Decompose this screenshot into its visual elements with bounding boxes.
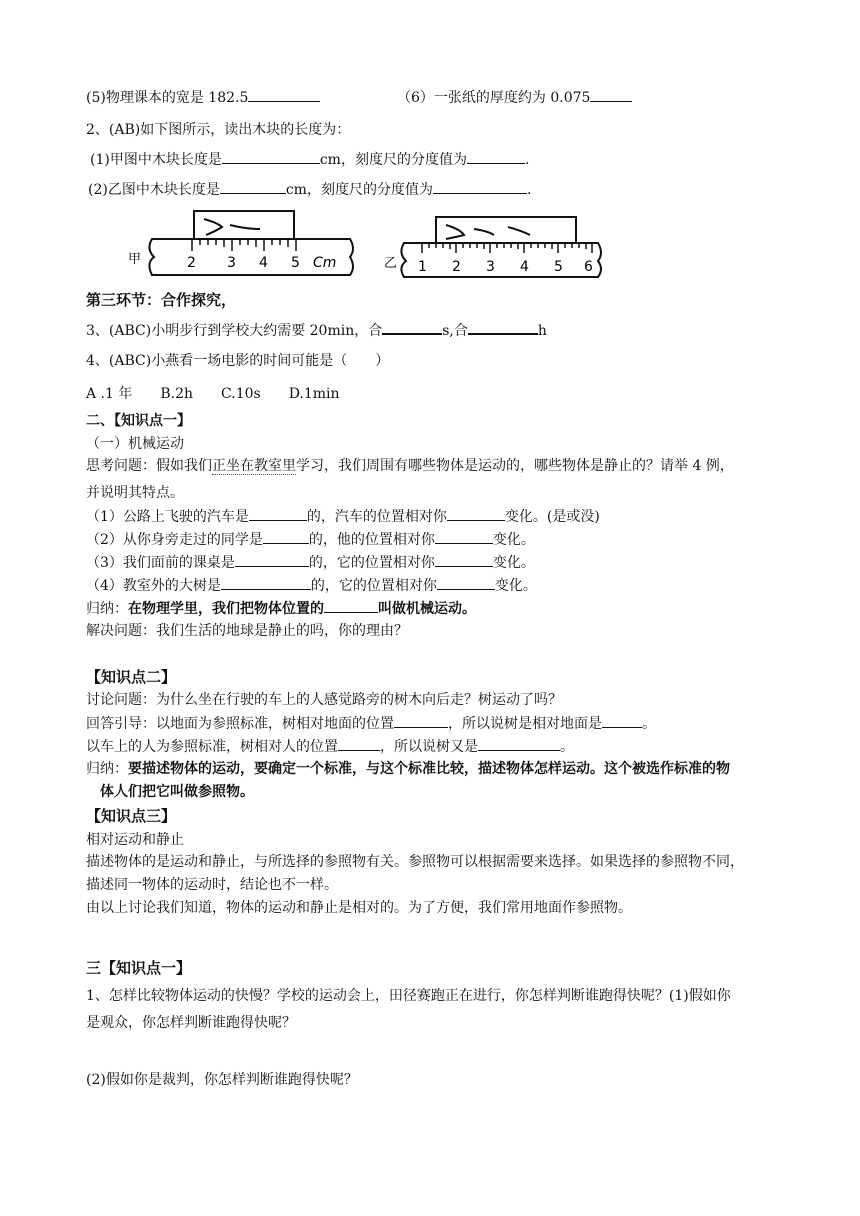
q2-2-text: (2)乙图中木块长度是 [88,182,220,198]
item-3 [86,552,535,573]
blank[interactable] [338,736,380,751]
q2-1-text2: cm，刻度尺的分度值为 [319,152,467,168]
item-text: 的，汽车的位置相对你 [306,509,447,525]
answer-text: ，所以说树又是 [380,739,478,755]
blank[interactable] [433,179,527,194]
summary-label: 归纳： [86,601,128,617]
ruler-figure [120,205,610,287]
q3-line [86,319,547,341]
blank[interactable] [467,149,525,164]
q2-1-line [90,149,529,170]
discussion-question: 讨论问题：为什么坐在行驶的车上的人感觉路旁的树木向后走？树运动了吗？ [86,692,562,708]
blank[interactable] [263,529,309,544]
item-text: （4）教室外的大树是 [86,578,221,594]
tick-label: 3 [227,255,236,271]
item-text: （2）从你身旁走过的同学是 [86,532,263,548]
q2-2-end: . [526,182,532,198]
tick-label: 5 [554,259,563,275]
blank[interactable] [394,713,448,728]
tick-label: 2 [452,259,461,275]
blank[interactable] [468,319,538,335]
tick-label: 2 [187,255,196,271]
tick-label: 3 [486,259,495,275]
summary-1 [86,598,476,619]
summary-2 [86,759,730,779]
blank[interactable] [435,529,493,544]
section3-kp1-heading: 三【知识点一】 [86,959,192,977]
blank[interactable] [478,736,560,751]
kp2-heading: 【知识点二】 [86,668,177,686]
kp3-heading: 【知识点三】 [86,807,177,825]
tick-label: 4 [520,259,529,275]
blank[interactable] [590,87,632,102]
q2-title: 2、(AB)如下图所示，读出木块的长度为： [86,122,351,138]
item-text: 的，他的位置相对你 [308,532,435,548]
think-question-cont: 并说明其特点。 [86,485,184,501]
item-text: 的，它的位置相对你 [308,555,435,571]
summary-text: 在物理学里，我们把物体位置的 [128,601,324,617]
ruler-jia-label: 甲 [128,252,142,267]
answer-guide-2 [86,736,574,757]
tick-label: 1 [418,259,427,275]
answer-text: 。 [560,739,574,755]
blank[interactable] [222,149,320,164]
item-1 [86,506,600,527]
desc-line-3: 由以上讨论我们知道，物体的运动和静止是相对的。为了方便，我们常用地面作参照物。 [86,900,632,916]
think-text2: 学习，我们周围有哪些物体是运动的，哪些物体是静止的？请举 4 例， [296,458,734,474]
answer-text: 。 [642,716,656,732]
blank[interactable] [235,552,309,567]
tick-label: 6 [584,259,593,275]
item-text: 变化。 [492,555,535,571]
answer-text: 回答引导：以地面为参照标准，树相对地面的位置 [86,716,394,732]
item-4 [86,575,537,596]
blank[interactable] [324,598,378,613]
item-text: （1）公路上飞驶的汽车是 [86,509,249,525]
item-text: 变化。(是或没) [504,509,600,525]
q3-end: h [537,323,547,339]
desc-line-1: 描述物体的是运动和静止，与所选择的参照物有关。参照物可以根据需要来选择。如果选择的参照物不同， [86,854,744,870]
kp1-heading: 二、【知识点一】 [86,413,191,429]
dotted-emphasis: 正坐在教室里 [212,458,296,474]
ruler-yi-label: 乙 [384,256,398,271]
unit-label: Cm [313,255,337,271]
q1-line [86,87,320,108]
tick-label: 5 [291,255,300,271]
relative-motion-title: 相对运动和静止 [86,832,184,848]
answer-text: ，所以说树是相对地面是 [448,716,602,732]
answer-guide-1 [86,713,656,734]
blank[interactable] [435,552,493,567]
speed-question-2: (2)假如你是裁判，你怎样判断谁跑得快呢？ [86,1072,358,1088]
blank[interactable] [220,179,286,194]
q2-2-text2: cm，刻度尺的分度值为 [285,182,433,198]
block-sketch-jia [204,219,260,235]
section3-heading: 第三环节：合作探究， [86,291,237,309]
item-2 [86,529,535,550]
subsection-mechanical-motion: （一）机械运动 [86,436,184,452]
summary-label: 归纳： [86,761,128,777]
q2-1-text: (1)甲图中木块长度是 [90,152,222,168]
solve-question: 解决问题：我们生活的地球是静止的吗，你的理由？ [86,623,408,639]
q1-5-text: (5)物理课本的宽是 182.5 [86,90,249,106]
q3-text2: s,合 [442,323,468,339]
blank[interactable] [221,575,311,590]
blank[interactable] [382,319,442,335]
summary-text: 叫做机械运动。 [378,601,476,617]
summary-2-cont: 体人们把它叫做参照物。 [100,784,254,800]
block-sketch-yi [446,225,530,239]
ruler-body-yi [401,243,601,277]
item-text: （3）我们面前的课桌是 [86,555,235,571]
answer-text: 以车上的人为参照标准，树相对人的位置 [86,739,338,755]
q1-6-line [397,87,632,108]
speed-question-1-cont: 是观众，你怎样判断谁跑得快呢？ [86,1015,296,1031]
desc-line-2: 描述同一物体的运动时，结论也不一样。 [86,877,338,893]
tick-label: 4 [259,255,268,271]
blank[interactable] [602,713,642,728]
blank[interactable] [437,575,495,590]
speed-question-1: 1、怎样比较物体运动的快慢？学校的运动会上，田径赛跑正在进行，你怎样判断谁跑得快呢？(1)假如你 [86,988,731,1004]
q4-line: 4、(ABC)小燕看一场电影的时间可能是（ ） [86,353,390,369]
q3-text: 3、(ABC)小明步行到学校大约需要 20min，合 [86,323,383,339]
q1-6-text: （6）一张纸的厚度约为 0.075 [397,90,591,106]
item-text: 变化。 [494,578,537,594]
item-text: 变化。 [492,532,535,548]
blank[interactable] [248,87,320,102]
summary-text: 要描述物体的运动，要确定一个标准，与这个标准比较，描述物体怎样运动。这个被选作标准的物 [128,761,730,777]
q4-options: A .1 年 B.2h C.10s D.1min [86,386,340,402]
blank[interactable] [249,506,307,521]
ruler-yi [401,217,601,277]
q2-1-end: . [524,152,530,168]
q2-2-line [88,179,531,200]
think-question [86,456,734,476]
blank[interactable] [447,506,505,521]
item-text: 的，它的位置相对你 [310,578,437,594]
think-text: 思考问题：假如我们 [86,458,212,474]
